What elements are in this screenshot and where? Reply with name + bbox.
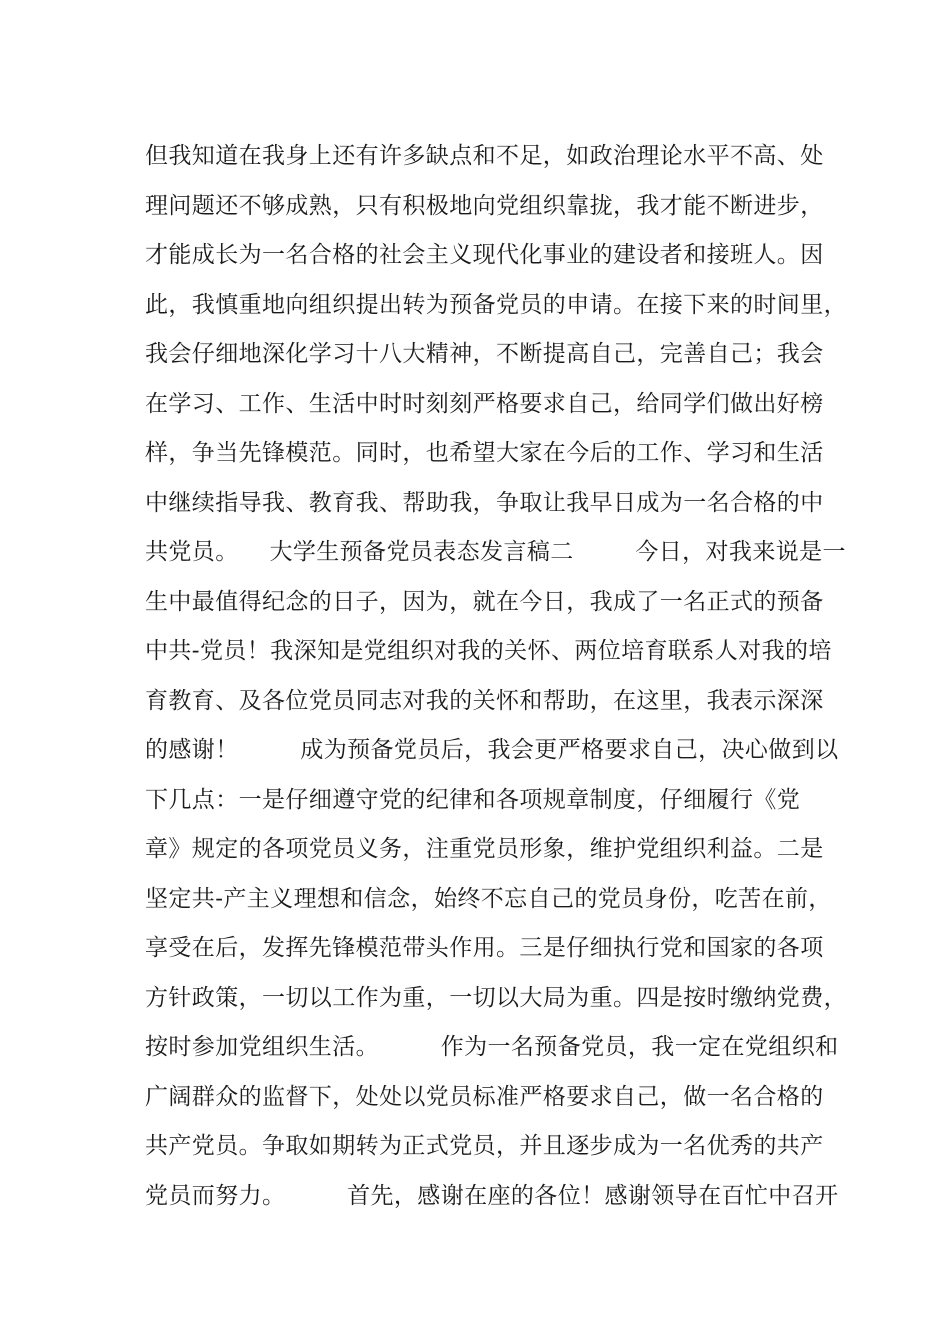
document-body-text	[145, 132, 847, 1221]
text-line: 样，争当先锋模范。同时，也希望大家在今后的工作、学习和生活	[145, 440, 824, 466]
text-line: 生中最值得纪念的日子，因为，就在今日，我成了一名正式的预备	[145, 588, 824, 615]
text-line: 育教育、及各位党员同志对我的关怀和帮助，在这里，我表示深深	[145, 687, 824, 714]
text-line: 共党员。 大学生预备党员表态发言稿二 今日，对我来说是一	[145, 539, 846, 565]
text-line: 章》规定的各项党员义务，注重党员形象，维护党组织利益。二是	[145, 836, 824, 862]
text-line: 党员而努力。 首先，感谢在座的各位！感谢领导在百忙中召开	[145, 1182, 839, 1209]
text-line: 中共-党员！我深知是党组织对我的关怀、两位培育联系人对我的培	[145, 638, 832, 664]
text-line: 此，我慎重地向组织提出转为预备党员的申请。在接下来的时间里，	[145, 291, 847, 318]
text-line: 才能成长为一名合格的社会主义现代化事业的建设者和接班人。因	[145, 242, 824, 268]
text-line: 的感谢！ 成为预备党员后，我会更严格要求自己，决心做到以	[145, 737, 839, 763]
text-line: 我会仔细地深化学习十八大精神，不断提高自己，完善自己；我会	[145, 341, 824, 367]
text-line: 共产党员。争取如期转为正式党员，并且逐步成为一名优秀的共产	[145, 1133, 824, 1159]
text-line: 广阔群众的监督下，处处以党员标准严格要求自己，做一名合格的	[145, 1083, 824, 1110]
text-line: 理问题还不够成熟，只有积极地向党组织靠拢，我才能不断进步，	[145, 192, 824, 219]
text-line: 方针政策，一切以工作为重，一切以大局为重。四是按时缴纳党费，	[145, 984, 847, 1011]
text-line: 享受在后，发挥先锋模范带头作用。三是仔细执行党和国家的各项	[145, 935, 824, 961]
text-line: 中继续指导我、教育我、帮助我，争取让我早日成为一名合格的中	[145, 489, 824, 516]
text-line: 但我知道在我身上还有许多缺点和不足，如政治理论水平不高、处	[145, 143, 824, 169]
text-line: 下几点：一是仔细遵守党的纪律和各项规章制度，仔细履行《党	[145, 786, 801, 813]
text-line: 坚定共-产主义理想和信念，始终不忘自己的党员身份，吃苦在前，	[145, 885, 832, 912]
text-line: 在学习、工作、生活中时时刻刻严格要求自己，给同学们做出好榜	[145, 390, 824, 417]
text-line: 按时参加党组织生活。 作为一名预备党员，我一定在党组织和	[145, 1034, 839, 1060]
